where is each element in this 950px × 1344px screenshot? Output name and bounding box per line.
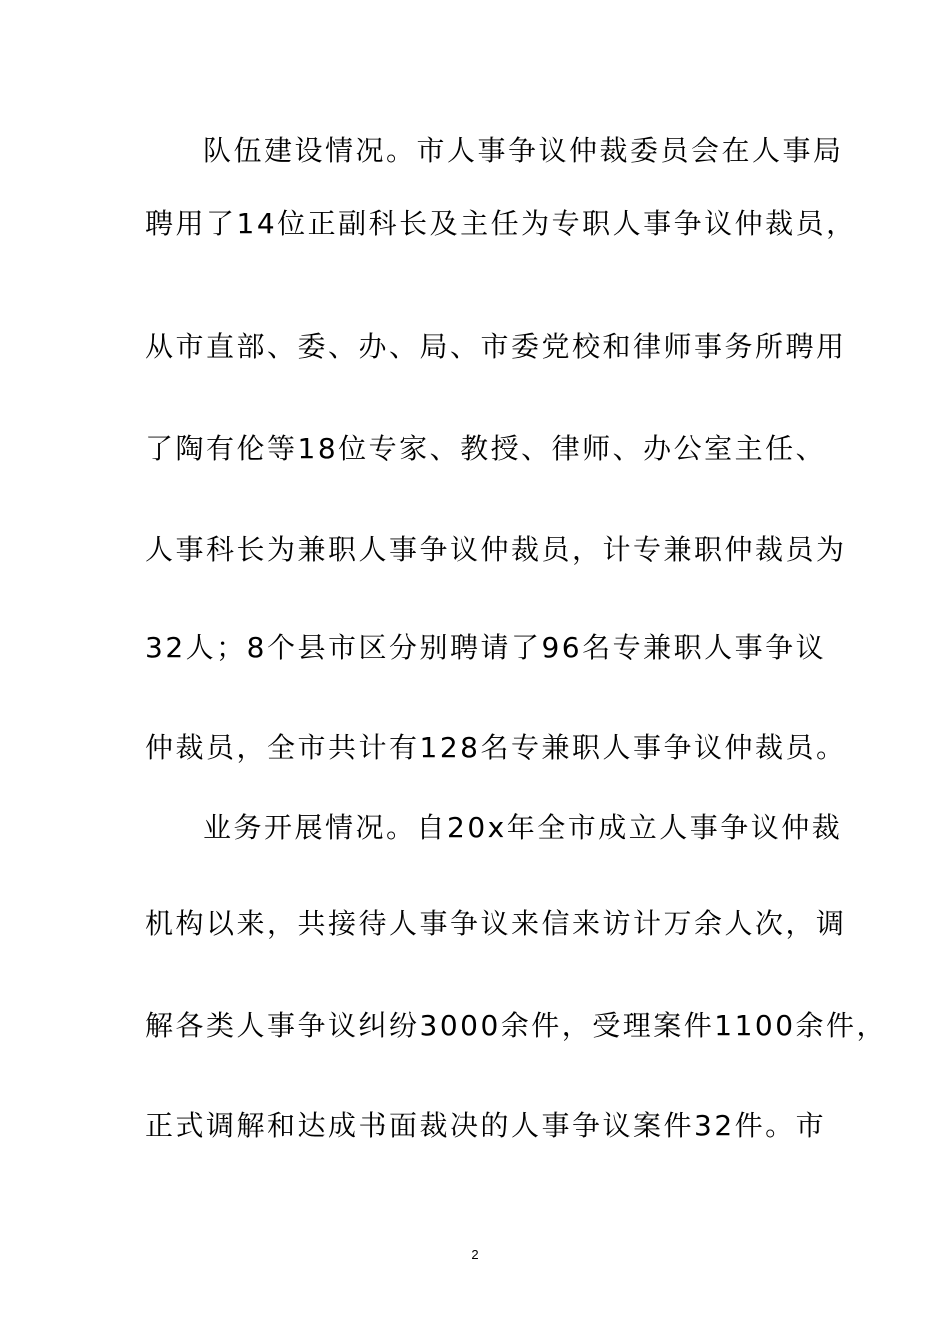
paragraph-1-line-5: 人事科长为兼职人事争议仲裁员，计专兼职仲裁员为 bbox=[145, 533, 847, 566]
paragraph-1-line-1: 队伍建设情况。市人事争议仲裁委员会在人事局 bbox=[203, 134, 844, 167]
paragraph-1-line-2: 聘用了14位正副科长及主任为专职人事争议仲裁员， bbox=[145, 207, 857, 240]
paragraph-1-line-4: 了陶有伦等18位专家、教授、律师、办公室主任、 bbox=[145, 432, 827, 465]
paragraph-2-line-1: 业务开展情况。自20x年全市成立人事争议仲裁 bbox=[203, 811, 843, 844]
paragraph-1-line-7: 仲裁员，全市共计有128名专兼职人事争议仲裁员。 bbox=[145, 731, 847, 764]
paragraph-2-line-3: 解各类人事争议纠纷3000余件，受理案件1100余件， bbox=[145, 1009, 888, 1042]
paragraph-1-line-6: 32人；8个县市区分别聘请了96名专兼职人事争议 bbox=[145, 631, 827, 664]
paragraph-1-line-3: 从市直部、委、办、局、市委党校和律师事务所聘用 bbox=[145, 330, 847, 363]
paragraph-2-line-4: 正式调解和达成书面裁决的人事争议案件32件。市 bbox=[145, 1109, 827, 1142]
page-number: 2 bbox=[471, 1247, 479, 1262]
paragraph-2-line-2: 机构以来，共接待人事争议来信来访计万余人次，调 bbox=[145, 907, 847, 940]
